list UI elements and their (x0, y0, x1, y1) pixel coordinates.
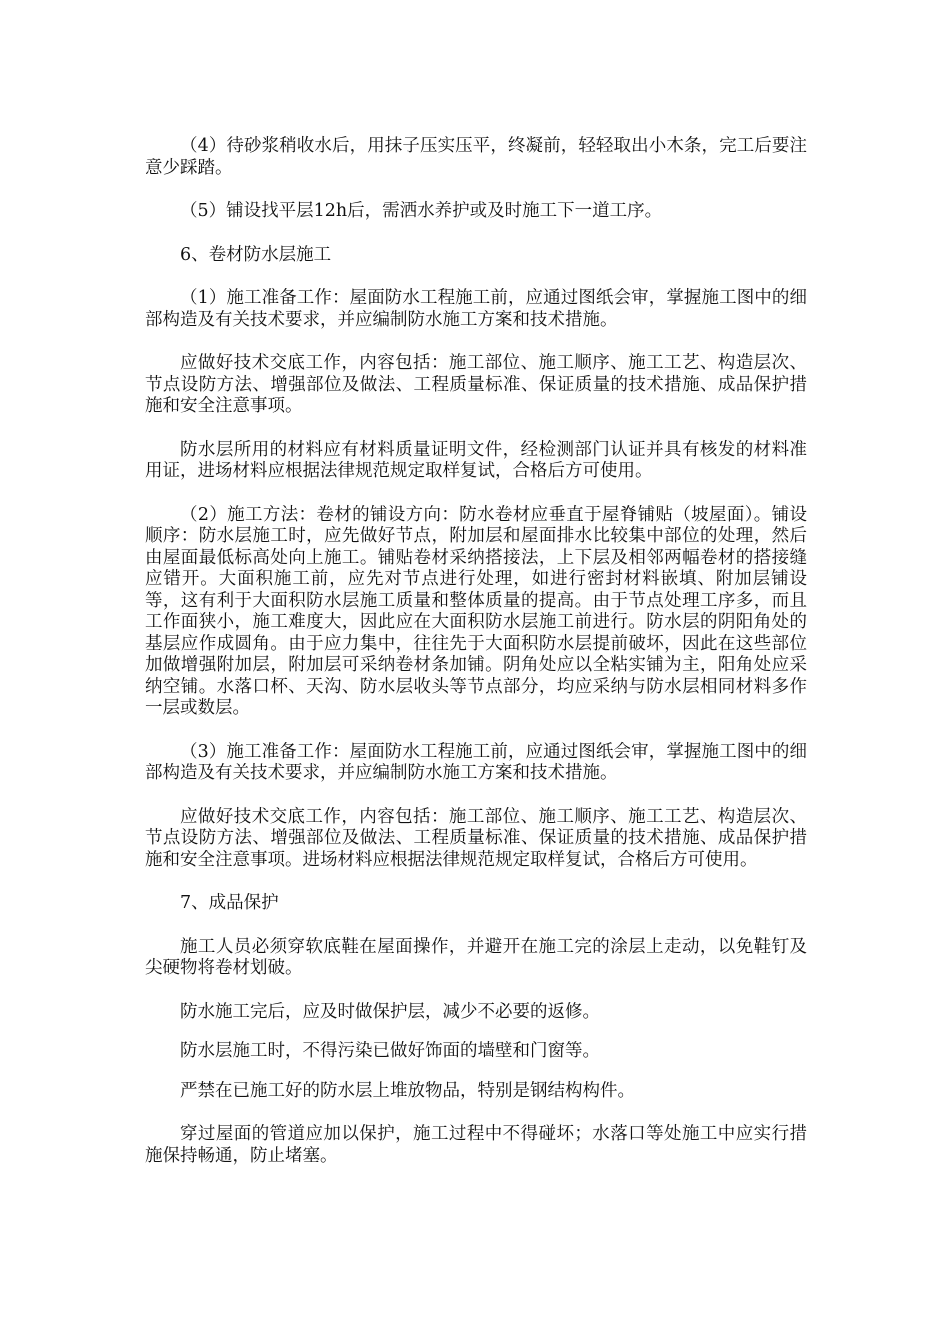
paragraph-prep-1: （1）施工准备工作：屋面防水工程施工前，应通过图纸会审，掌握施工图中的细部构造及有关技术要求，并应编制防水施工方案和技术措施。 (145, 288, 807, 330)
section-heading-7: 7、成品保护 (180, 893, 279, 913)
paragraph-prep-3: （3）施工准备工作：屋面防水工程施工前，应通过图纸会审，掌握施工图中的细部构造及有关技术要求，并应编制防水施工方案和技术措施。 (145, 741, 807, 783)
paragraph-protect-stacking: 严禁在已施工好的防水层上堆放物品，特别是钢结构构件。 (180, 1080, 635, 1101)
paragraph-tech-briefing: 应做好技术交底工作，内容包括：施工部位、施工顺序、施工工艺、构造层次、节点设防方法、增强部位及做法、工程质量标准、保证质量的技术措施、成品保护措施和安全注意事项。 (145, 353, 807, 416)
paragraph-protect-layer: 防水施工完后，应及时做保护层，减少不必要的返修。 (180, 1001, 600, 1022)
paragraph-step-4: （4）待砂浆稍收水后，用抹子压实压平，终凝前，轻轻取出小木条，完工后要注意少踩踏。 (145, 136, 807, 178)
paragraph-protect-shoes: 施工人员必须穿软底鞋在屋面操作，并避开在施工完的涂层上走动，以免鞋钉及尖硬物将卷材划破。 (145, 936, 807, 978)
paragraph-protect-walls: 防水层施工时，不得污染已做好饰面的墙壁和门窗等。 (180, 1041, 600, 1061)
paragraph-protect-pipes: 穿过屋面的管道应加以保护，施工过程中不得碰坏；水落口等处施工中应实行措施保持畅通，防止堵塞。 (145, 1124, 807, 1166)
paragraph-method-2: （2）施工方法：卷材的铺设方向：防水卷材应垂直于屋脊铺贴（坡屋面）。铺设顺序：防水层施工时，应先做好节点，附加层和屋面排水比较集中部位的处理，然后由屋面最低标高处向上施工。铺贴卷材采纳搭接法，上下层及相邻两幅卷材的搭接缝应错开。大面积施工前，应先对节点进行处理，如进行密封材料嵌填、附加层铺设等，这有利于大面积防水层施工质量和整体质量的提高。由于节点处理工序多，而且工作面狭小，施工难度大，因此应在大面积防水层施工前进行。防水层的阴阳角处的基层应作成圆角。由于应力集中，往往先于大面积防水层提前破坏，因此在这些部位加做增强附加层，附加层可采纳卷材条加铺。阴角处应以全粘实铺为主，阳角处应采纳空铺。水落口杯、天沟、防水层收头等节点部分，均应采纳与防水层相同材料多作一层或数层。 (145, 504, 807, 718)
document-page (145, 136, 807, 1189)
paragraph-step-5: （5）铺设找平层12h后，需洒水养护或及时施工下一道工序。 (180, 201, 663, 221)
paragraph-tech-briefing-2: 应做好技术交底工作，内容包括：施工部位、施工顺序、施工工艺、构造层次、节点设防方法、增强部位及做法、工程质量标准、保证质量的技术措施、成品保护措施和安全注意事项。进场材料应根据法律规范规定取样复试，合格后方可使用。 (145, 806, 807, 870)
paragraph-material-cert: 防水层所用的材料应有材料质量证明文件，经检测部门认证并具有核发的材料准用证，进场材料应根据法律规范规定取样复试，合格后方可使用。 (145, 439, 807, 481)
section-heading-6: 6、卷材防水层施工 (180, 244, 332, 265)
